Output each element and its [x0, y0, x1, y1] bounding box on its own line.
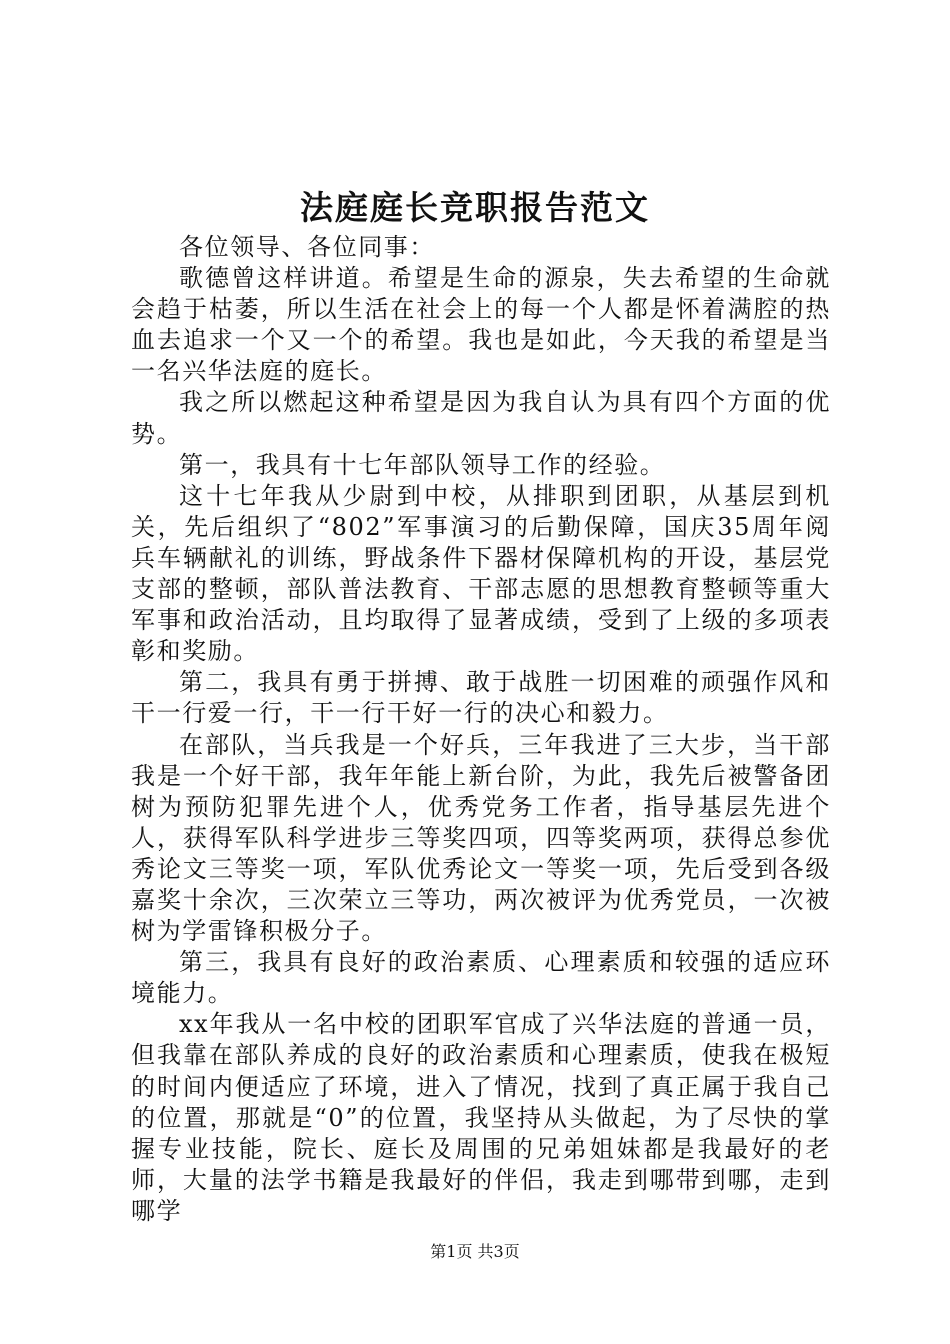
paragraph: 在部队，当兵我是一个好兵，三年我进了三大步，当干部我是一个好干部，我年年能上新台阶，为此，我先后被警备团树为预防犯罪先进个人，优秀党务工作者，指导基层先进个人，获得军队科学进步三等奖四项，四等奖两项，获得总参优秀论文三等奖一项，军队优秀论文一等奖一项，先后受到各级嘉奖十余次，三次荣立三等功，两次被评为优秀党员，一次被树为学雷锋积极分子。	[131, 730, 831, 946]
document-body	[131, 232, 831, 1227]
page-number: 第1页 共3页	[430, 1242, 520, 1261]
paragraph: 各位领导、各位同事：	[179, 233, 435, 261]
paragraph: 第一，我具有十七年部队领导工作的经验。	[179, 450, 666, 479]
paragraph: 这十七年我从少尉到中校，从排职到团职，从基层到机关，先后组织了“802”军事演习的后勤保障，国庆35周年阅兵车辆献礼的训练，野战条件下器材保障机构的开设，基层党支部的整顿，部队普法教育、干部志愿的思想教育整顿等重大军事和政治活动，且均取得了显著成绩，受到了上级的多项表彰和奖励。	[131, 481, 831, 666]
paragraph: 第二，我具有勇于拼搏、敢于战胜一切困难的顽强作风和干一行爱一行，干一行干好一行的决心和毅力。	[131, 668, 831, 728]
paragraph: 歌德曾这样讲道。希望是生命的源泉，失去希望的生命就会趋于枯萎，所以生活在社会上的每一个人都是怀着满腔的热血去追求一个又一个的希望。我也是如此，今天我的希望是当一名兴华法庭的庭长。	[131, 264, 831, 386]
paragraph: xx年我从一名中校的团职军官成了兴华法庭的普通一员，但我靠在部队养成的良好的政治素质和心理素质，使我在极短的时间内便适应了环境，进入了情况，找到了真正属于我自己的位置，那就是“0”的位置，我坚持从头做起，为了尽快的掌握专业技能，院长、庭长及周围的兄弟姐妹都是我最好的老师，大量的法学书籍是我最好的伴侣，我走到哪带到哪，走到哪学	[131, 1010, 831, 1225]
paragraph: 第三，我具有良好的政治素质、心理素质和较强的适应环境能力。	[131, 948, 831, 1008]
paragraph: 我之所以燃起这种希望是因为我自认为具有四个方面的优势。	[131, 388, 831, 448]
document-title: 法庭庭长竞职报告范文	[300, 188, 650, 227]
